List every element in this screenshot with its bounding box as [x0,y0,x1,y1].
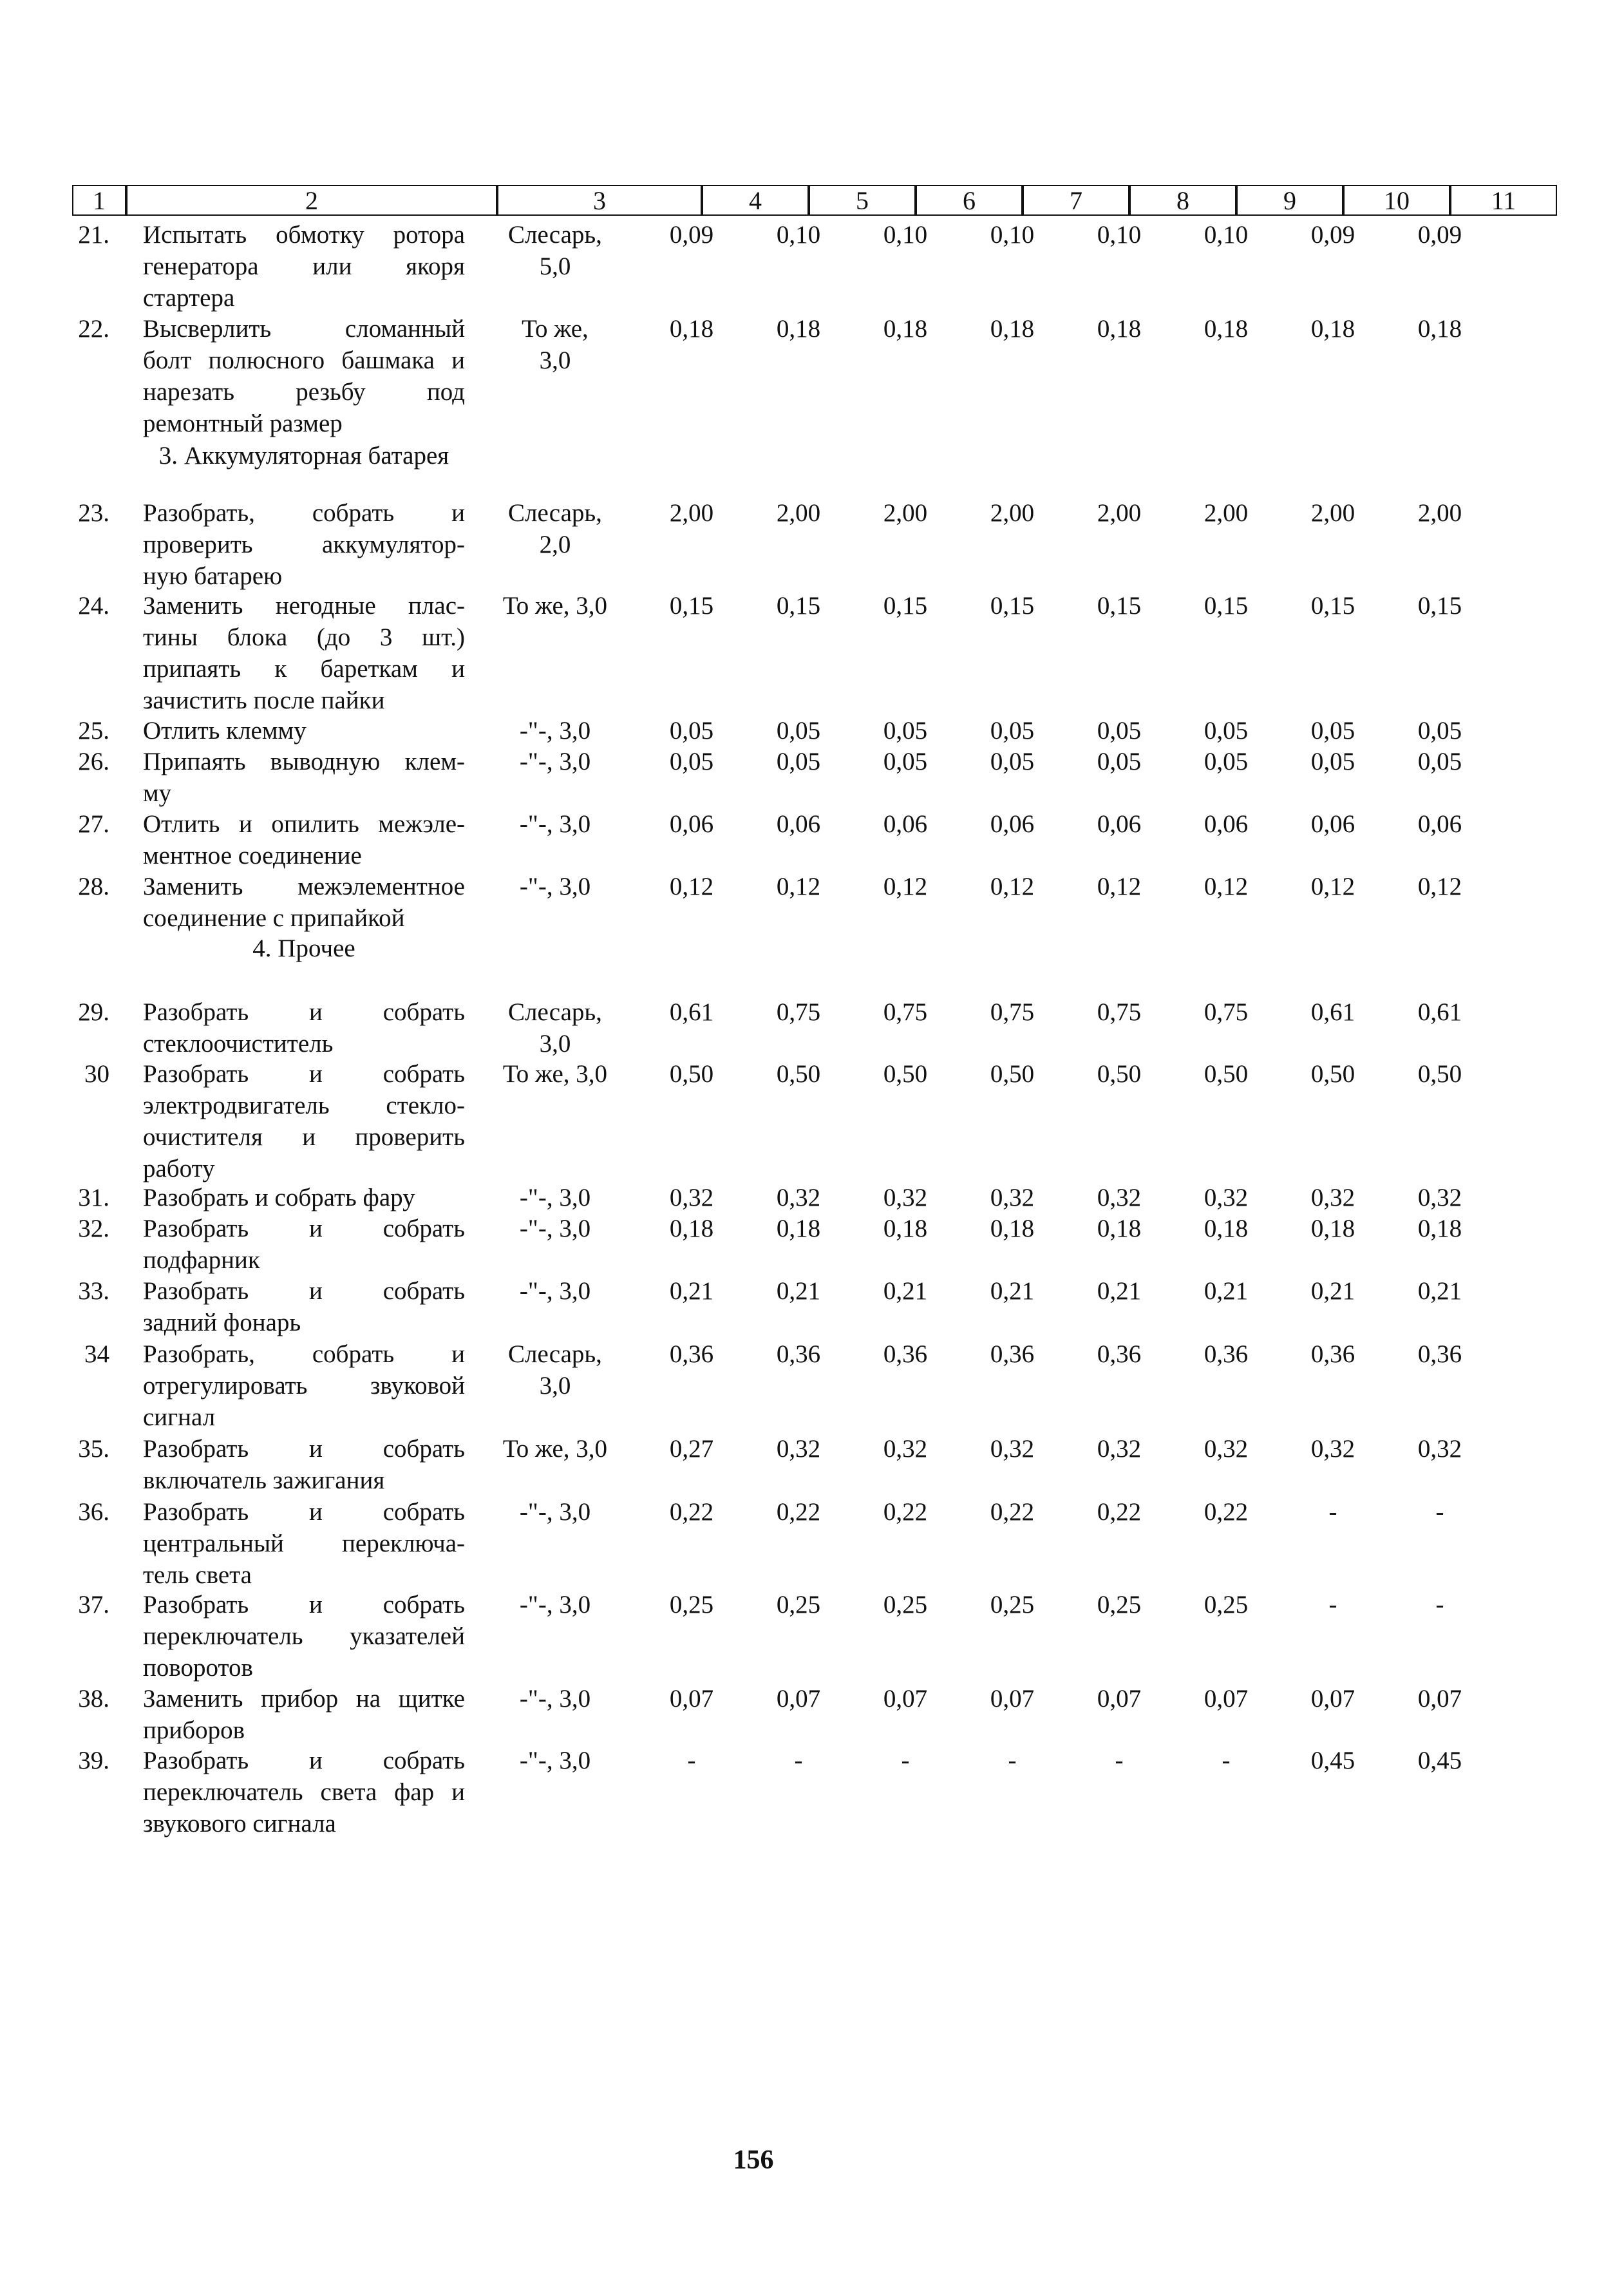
worker-grade-line: То же, [522,315,589,343]
row-number: 30 [84,1060,109,1088]
time-norm-col-9: 0,07 [1204,1685,1249,1713]
operation-description [143,1589,465,1684]
page-number: 156 [733,2145,774,2175]
time-norm-col-4: 0,27 [669,1435,714,1463]
time-norm-col-11: 0,45 [1417,1747,1462,1774]
worker-grade-line: -"-, 3,0 [519,1277,591,1305]
worker-grade-line: Слесарь, [508,499,602,527]
time-norm-col-8: 0,18 [1097,315,1142,343]
time-norm-col-6: 2,00 [883,499,928,527]
operation-description [143,808,465,871]
worker-grade-line: То же, 3,0 [502,1435,608,1463]
description-line: звукового сигнала [143,1810,336,1837]
time-norm-col-10: 0,21 [1310,1277,1355,1305]
time-norm-col-11: - [1435,1498,1444,1526]
time-norm-col-5: 0,18 [776,315,821,343]
time-norm-col-8: 0,75 [1097,998,1142,1026]
time-norm-col-9: 0,21 [1204,1277,1249,1305]
time-norm-col-4: 0,21 [669,1277,714,1305]
time-norm-col-6: 0,18 [883,1215,928,1242]
row-number: 36. [78,1498,109,1526]
time-norm-col-7: 0,22 [990,1498,1035,1526]
worker-grade-line: -"-, 3,0 [519,1685,591,1713]
worker-grade [484,590,626,622]
time-norm-col-8: 0,12 [1097,873,1142,900]
description-line: переключатель света фар и [143,1778,465,1806]
time-norm-col-8: 0,05 [1097,748,1142,775]
time-norm-col-9: 0,75 [1204,998,1249,1026]
time-norm-col-4: 0,50 [669,1060,714,1088]
description-line: сигнал [143,1403,216,1431]
time-norm-col-6: - [901,1747,910,1774]
worker-grade [484,746,626,777]
time-norm-col-8: - [1115,1747,1124,1774]
description-line: переключатель указателей [143,1622,465,1650]
time-norm-col-5: 0,32 [776,1435,821,1463]
description-line: Отлить и опилить межэле- [143,810,465,838]
time-norm-col-5: 0,25 [776,1591,821,1618]
row-number: 23. [78,499,109,527]
description-line: Разобрать и собрать [143,1498,465,1526]
description-line: тель света [143,1561,252,1589]
row-number: 37. [78,1591,109,1618]
operation-description [143,871,465,934]
operation-description [143,746,465,809]
row-number: 26. [78,748,109,775]
time-norm-col-9: 0,10 [1204,221,1249,249]
description-line: тины блока (до 3 шт.) [143,623,465,651]
worker-grade-line: То же, 3,0 [502,592,608,620]
time-norm-col-6: 0,05 [883,748,928,775]
description-line: Разобрать и собрать [143,1435,465,1463]
worker-grade-line: -"-, 3,0 [519,873,591,900]
time-norm-col-7: 0,36 [990,1340,1035,1368]
time-norm-col-10: 0,06 [1310,810,1355,838]
time-norm-col-10: 0,07 [1310,1685,1355,1713]
header-cell-8: 8 [1129,185,1236,216]
worker-grade-line: -"-, 3,0 [519,717,591,745]
row-number: 35. [78,1435,109,1463]
time-norm-col-8: 0,21 [1097,1277,1142,1305]
time-norm-col-9: 0,15 [1204,592,1249,620]
time-norm-col-5: 0,12 [776,873,821,900]
time-norm-col-11: 0,05 [1417,717,1462,745]
operation-description [143,1745,465,1839]
time-norm-col-10: - [1328,1498,1337,1526]
time-norm-col-5: 0,15 [776,592,821,620]
row-number: 39. [78,1747,109,1774]
time-norm-col-7: 0,50 [990,1060,1035,1088]
time-norm-col-4: 0,25 [669,1591,714,1618]
row-number: 21. [78,221,109,249]
time-norm-col-8: 0,05 [1097,717,1142,745]
time-norm-col-5: 0,06 [776,810,821,838]
time-norm-col-8: 0,06 [1097,810,1142,838]
description-line: стеклоочиститель [143,1030,334,1058]
time-norm-col-6: 0,21 [883,1277,928,1305]
time-norm-col-10: 0,15 [1310,592,1355,620]
time-norm-col-10: 0,50 [1310,1060,1355,1088]
operation-description [143,1213,465,1276]
time-norm-col-4: 0,09 [669,221,714,249]
time-norm-col-6: 0,15 [883,592,928,620]
time-norm-col-9: 0,32 [1204,1184,1249,1211]
time-norm-col-9: - [1222,1747,1231,1774]
header-cell-11: 11 [1450,185,1557,216]
worker-grade [484,1275,626,1307]
time-norm-col-9: 0,22 [1204,1498,1249,1526]
time-norm-col-4: 0,36 [669,1340,714,1368]
time-norm-col-6: 0,32 [883,1184,928,1211]
time-norm-col-7: 0,32 [990,1435,1035,1463]
worker-grade-line: -"-, 3,0 [519,1591,591,1618]
description-line: центральный переключа- [143,1530,465,1557]
description-line: Отлить клемму [143,717,307,745]
description-line: Разобрать, собрать и [143,499,465,527]
time-norm-col-11: 0,06 [1417,810,1462,838]
row-number: 29. [78,998,109,1026]
description-line: включатель зажигания [143,1466,385,1494]
worker-grade [484,1433,626,1465]
time-norm-col-10: 0,32 [1310,1184,1355,1211]
time-norm-col-11: 0,50 [1417,1060,1462,1088]
description-line: подфарник [143,1246,260,1274]
time-norm-col-10: 0,32 [1310,1435,1355,1463]
description-line: проверить аккумулятор- [143,531,465,558]
description-line: очистителя и проверить [143,1123,465,1151]
time-norm-col-4: 0,32 [669,1184,714,1211]
worker-grade-line: 3,0 [539,1030,571,1058]
time-norm-col-6: 0,05 [883,717,928,745]
worker-grade-line: Слесарь, [508,221,602,249]
time-norm-col-4: - [687,1747,696,1774]
worker-grade [484,1338,626,1401]
time-norm-col-5: 0,18 [776,1215,821,1242]
description-line: Разобрать и собрать фару [143,1184,415,1211]
time-norm-col-5: 0,10 [776,221,821,249]
time-norm-col-7: 0,21 [990,1277,1035,1305]
time-norm-col-9: 0,18 [1204,315,1249,343]
description-line: Заменить негодные плас- [143,592,465,620]
time-norm-col-7: 0,07 [990,1685,1035,1713]
row-number: 28. [78,873,109,900]
time-norm-col-8: 0,25 [1097,1591,1142,1618]
time-norm-col-10: 0,12 [1310,873,1355,900]
time-norm-col-11: 0,32 [1417,1184,1462,1211]
header-cell-5: 5 [809,185,916,216]
time-norm-col-9: 0,50 [1204,1060,1249,1088]
time-norm-col-11: 0,18 [1417,1215,1462,1242]
description-line: поворотов [143,1654,253,1682]
time-norm-col-11: 2,00 [1417,499,1462,527]
header-cell-4: 4 [702,185,809,216]
time-norm-col-4: 0,06 [669,810,714,838]
time-norm-col-4: 0,18 [669,1215,714,1242]
time-norm-col-8: 0,22 [1097,1498,1142,1526]
time-norm-col-4: 0,12 [669,873,714,900]
worker-grade [484,497,626,560]
worker-grade-line: 3,0 [539,346,571,374]
worker-grade-line: -"-, 3,0 [519,748,591,775]
worker-grade [484,808,626,840]
description-line: Разобрать и собрать [143,1747,465,1774]
operation-description [143,1496,465,1591]
time-norm-col-11: 0,09 [1417,221,1462,249]
time-norm-col-10: 0,18 [1310,315,1355,343]
header-cell-1: 1 [72,185,126,216]
worker-grade [484,1058,626,1090]
time-norm-col-5: 0,50 [776,1060,821,1088]
time-norm-col-6: 0,50 [883,1060,928,1088]
row-number: 38. [78,1685,109,1713]
worker-grade-line: -"-, 3,0 [519,1215,591,1242]
description-line: работу [143,1155,215,1182]
operation-description [143,497,465,592]
description-line: болт полюсного башмака и [143,346,465,374]
row-number: 27. [78,810,109,838]
time-norm-col-8: 0,32 [1097,1435,1142,1463]
worker-grade-line: -"-, 3,0 [519,810,591,838]
time-norm-col-8: 0,18 [1097,1215,1142,1242]
time-norm-col-10: 0,45 [1310,1747,1355,1774]
time-norm-col-9: 2,00 [1204,499,1249,527]
description-line: стартера [143,284,235,312]
worker-grade [484,715,626,746]
time-norm-col-6: 0,18 [883,315,928,343]
description-line: ментное соединение [143,842,362,869]
time-norm-col-11: - [1435,1591,1444,1618]
time-norm-col-8: 0,15 [1097,592,1142,620]
time-norm-col-10: 0,36 [1310,1340,1355,1368]
description-line: Разобрать и собрать [143,1277,465,1305]
time-norm-col-7: 0,18 [990,315,1035,343]
operation-description [143,1683,465,1746]
time-norm-col-10: 0,09 [1310,221,1355,249]
operation-description [143,313,465,439]
description-line: ную батарею [143,562,283,590]
time-norm-col-11: 0,05 [1417,748,1462,775]
description-line: приборов [143,1716,245,1744]
worker-grade [484,871,626,902]
time-norm-col-6: 0,25 [883,1591,928,1618]
time-norm-col-5: 0,21 [776,1277,821,1305]
time-norm-col-5: 2,00 [776,499,821,527]
time-norm-col-7: 0,05 [990,717,1035,745]
description-line: Заменить прибор на щитке [143,1685,465,1713]
time-norm-col-9: 0,36 [1204,1340,1249,1368]
time-norm-col-9: 0,05 [1204,717,1249,745]
description-line: припаять к бареткам и [143,655,465,683]
description-line: зачистить после пайки [143,687,385,714]
time-norm-col-8: 0,07 [1097,1685,1142,1713]
time-norm-col-6: 0,12 [883,873,928,900]
time-norm-col-7: 0,12 [990,873,1035,900]
time-norm-col-6: 0,75 [883,998,928,1026]
time-norm-col-7: 0,32 [990,1184,1035,1211]
time-norm-col-11: 0,61 [1417,998,1462,1026]
time-norm-col-11: 0,36 [1417,1340,1462,1368]
worker-grade-line: 3,0 [539,1372,571,1400]
time-norm-col-6: 0,06 [883,810,928,838]
time-norm-col-7: 0,25 [990,1591,1035,1618]
section-heading: 3. Аккумуляторная батарея [158,442,449,470]
description-line: Испытать обмотку ротора [143,221,465,249]
time-norm-col-7: 0,05 [990,748,1035,775]
time-norm-col-6: 0,10 [883,221,928,249]
row-number: 34 [84,1340,109,1368]
time-norm-col-6: 0,32 [883,1435,928,1463]
time-norm-col-10: 0,61 [1310,998,1355,1026]
time-norm-col-4: 0,18 [669,315,714,343]
worker-grade-line: 2,0 [539,531,571,558]
time-norm-col-4: 0,05 [669,748,714,775]
operation-description [143,219,465,314]
time-norm-col-7: 0,18 [990,1215,1035,1242]
time-norm-col-10: 0,18 [1310,1215,1355,1242]
description-line: отрегулировать звуковой [143,1372,465,1400]
row-number: 31. [78,1184,109,1211]
operation-description [143,996,465,1059]
row-number: 22. [78,315,109,343]
row-number: 24. [78,592,109,620]
worker-grade [484,1182,626,1213]
time-norm-col-8: 0,10 [1097,221,1142,249]
time-norm-col-9: 0,12 [1204,873,1249,900]
worker-grade [484,1745,626,1776]
time-norm-col-11: 0,32 [1417,1435,1462,1463]
worker-grade-line: -"-, 3,0 [519,1498,591,1526]
time-norm-col-7: 0,10 [990,221,1035,249]
worker-grade [484,1589,626,1620]
time-norm-col-5: 0,75 [776,998,821,1026]
time-norm-col-10: - [1328,1591,1337,1618]
time-norm-col-8: 0,50 [1097,1060,1142,1088]
worker-grade-line: -"-, 3,0 [519,1747,591,1774]
operation-description [143,590,465,716]
time-norm-col-5: 0,32 [776,1184,821,1211]
time-norm-col-9: 0,05 [1204,748,1249,775]
worker-grade-line: -"-, 3,0 [519,1184,591,1211]
worker-grade-line: 5,0 [539,252,571,280]
time-norm-col-4: 0,15 [669,592,714,620]
header-cell-7: 7 [1023,185,1129,216]
description-line: Разобрать и собрать [143,1060,465,1088]
time-norm-col-6: 0,07 [883,1685,928,1713]
time-norm-col-10: 0,05 [1310,748,1355,775]
operation-description [143,1338,465,1433]
time-norm-col-4: 2,00 [669,499,714,527]
time-norm-col-6: 0,36 [883,1340,928,1368]
operation-description [143,715,465,746]
time-norm-col-6: 0,22 [883,1498,928,1526]
description-line: Разобрать и собрать [143,1591,465,1618]
header-cell-2: 2 [126,185,497,216]
time-norm-col-7: - [1008,1747,1017,1774]
description-line: нарезать резьбу под [143,378,465,406]
header-cell-9: 9 [1236,185,1343,216]
worker-grade-line: Слесарь, [508,1340,602,1368]
time-norm-col-11: 0,15 [1417,592,1462,620]
worker-grade-line: То же, 3,0 [502,1060,608,1088]
worker-grade [484,1683,626,1714]
operation-description [143,1433,465,1496]
time-norm-col-11: 0,07 [1417,1685,1462,1713]
time-norm-col-5: - [794,1747,803,1774]
time-norm-col-4: 0,07 [669,1685,714,1713]
worker-grade [484,1213,626,1244]
description-line: Припаять выводную клем- [143,748,465,775]
row-number: 32. [78,1215,109,1242]
time-norm-col-7: 0,75 [990,998,1035,1026]
time-norm-col-10: 0,05 [1310,717,1355,745]
worker-grade-line: Слесарь, [508,998,602,1026]
worker-grade [484,1496,626,1528]
worker-grade [484,219,626,282]
time-norm-col-8: 0,32 [1097,1184,1142,1211]
time-norm-col-4: 0,61 [669,998,714,1026]
header-cell-10: 10 [1343,185,1450,216]
header-cell-3: 3 [497,185,702,216]
time-norm-col-9: 0,25 [1204,1591,1249,1618]
time-norm-col-9: 0,32 [1204,1435,1249,1463]
time-norm-col-5: 0,05 [776,748,821,775]
time-norm-col-7: 2,00 [990,499,1035,527]
description-line: му [143,779,172,807]
time-norm-col-7: 0,06 [990,810,1035,838]
time-norm-col-9: 0,06 [1204,810,1249,838]
time-norm-col-5: 0,36 [776,1340,821,1368]
time-norm-col-8: 0,36 [1097,1340,1142,1368]
description-line: электродвигатель стекло- [143,1092,465,1119]
time-norm-col-5: 0,07 [776,1685,821,1713]
worker-grade [484,996,626,1059]
time-norm-col-4: 0,22 [669,1498,714,1526]
time-norm-col-11: 0,21 [1417,1277,1462,1305]
operation-description [143,1058,465,1184]
row-number: 25. [78,717,109,745]
time-norm-col-7: 0,15 [990,592,1035,620]
description-line: Разобрать и собрать [143,1215,465,1242]
description-line: ремонтный размер [143,410,343,437]
time-norm-col-11: 0,18 [1417,315,1462,343]
time-norm-col-5: 0,05 [776,717,821,745]
time-norm-col-11: 0,12 [1417,873,1462,900]
time-norm-col-10: 2,00 [1310,499,1355,527]
section-heading: 4. Прочее [252,935,355,962]
operation-description [143,1275,465,1338]
time-norm-col-9: 0,18 [1204,1215,1249,1242]
description-line: Заменить межэлементное [143,873,465,900]
description-line: Высверлить сломанный [143,315,465,343]
description-line: задний фонарь [143,1309,301,1336]
header-cell-6: 6 [916,185,1023,216]
description-line: соединение с припайкой [143,904,405,932]
worker-grade [484,313,626,376]
operation-description [143,1182,465,1213]
time-norm-col-8: 2,00 [1097,499,1142,527]
time-norm-col-4: 0,05 [669,717,714,745]
description-line: Разобрать, собрать и [143,1340,465,1368]
row-number: 33. [78,1277,109,1305]
time-norm-col-5: 0,22 [776,1498,821,1526]
description-line: Разобрать и собрать [143,998,465,1026]
description-line: генератора или якоря [143,252,465,280]
